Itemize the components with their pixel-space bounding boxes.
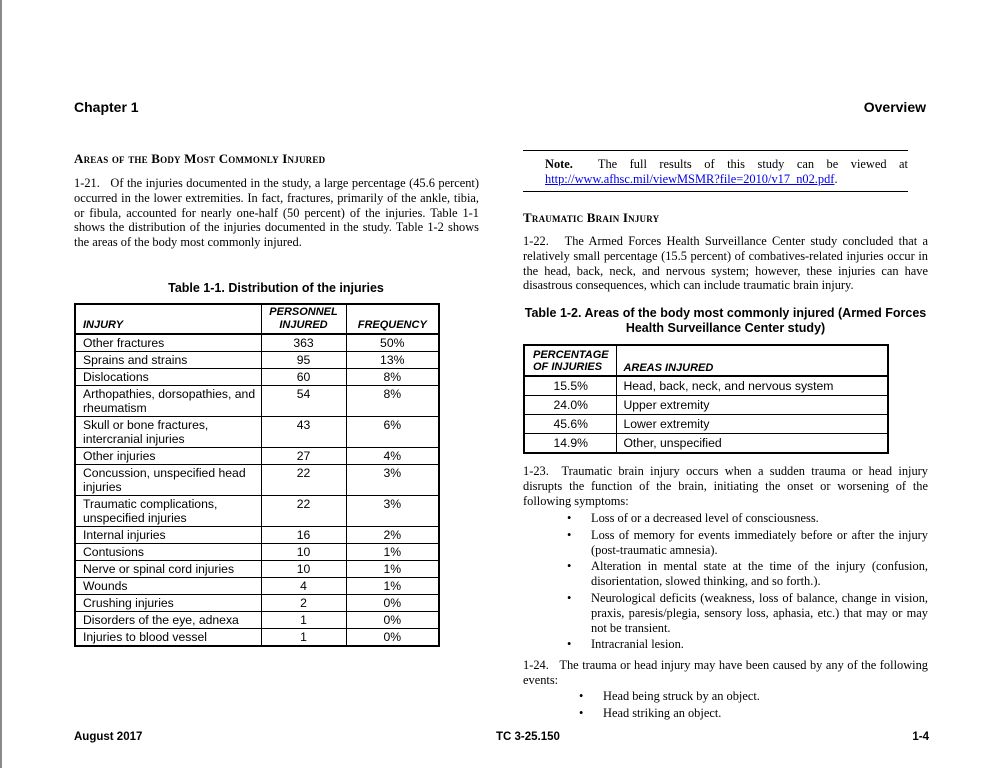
bullet-item — [579, 705, 923, 721]
paragraph-number: 1-24. — [523, 658, 549, 672]
personnel-cell: 54 — [261, 386, 346, 417]
chapter-title: Overview — [863, 99, 926, 115]
table-row — [75, 544, 439, 561]
table-row — [75, 448, 439, 465]
column-header-areas: AREAS INJURED — [617, 345, 888, 376]
injury-cell: Arthopathies, dorsopathies, and rheumatism — [75, 386, 261, 417]
percentage-cell: 45.6% — [524, 415, 617, 434]
symptom-list — [567, 511, 928, 654]
paragraph-1-23 — [523, 464, 928, 508]
frequency-cell: 1% — [346, 544, 439, 561]
bullet-icon: • — [579, 689, 584, 703]
frequency-cell: 8% — [346, 386, 439, 417]
table-row — [75, 595, 439, 612]
bullet-text: Head being struck by an object. — [603, 689, 760, 703]
personnel-cell: 95 — [261, 352, 346, 369]
table-header-row — [524, 345, 888, 376]
area-cell: Other, unspecified — [617, 434, 888, 454]
injury-cell: Dislocations — [75, 369, 261, 386]
table-row — [75, 496, 439, 527]
personnel-cell: 1 — [261, 612, 346, 629]
personnel-cell: 10 — [261, 561, 346, 578]
injury-cell: Other injuries — [75, 448, 261, 465]
injury-cell: Internal injuries — [75, 527, 261, 544]
injury-cell: Sprains and strains — [75, 352, 261, 369]
injury-cell: Disorders of the eye, adnexa — [75, 612, 261, 629]
table-header-row — [75, 304, 439, 334]
bullet-text: Neurological deficits (weakness, loss of balance, change in vision, praxis, paresis/plegia, sensory loss, aphasia, etc.) that may or may not be transient. — [591, 590, 928, 635]
bullet-text: Head striking an object. — [603, 705, 722, 720]
paragraph-text: Traumatic brain injury occurs when a sudden trauma or head injury disrupts the function of the brain, initiating the onset or worsening of the following symptoms: — [523, 464, 928, 508]
table-1-2-caption: Table 1-2. Areas of the body most commonly injured (Armed Forces Health Surveillance Center study) — [524, 306, 927, 335]
table-row — [75, 417, 439, 448]
column-header-personnel: PERSONNEL INJURED — [261, 304, 346, 334]
injury-cell: Nerve or spinal cord injuries — [75, 561, 261, 578]
bullet-text: Alteration in mental state at the time of the injury (confusion, disorientation, slowed thinking, and so forth.). — [591, 559, 928, 589]
injury-distribution-table — [74, 303, 440, 647]
personnel-cell: 22 — [261, 465, 346, 496]
frequency-cell: 0% — [346, 629, 439, 647]
note-label: Note. — [545, 157, 573, 171]
table-row — [524, 396, 888, 415]
frequency-cell: 4% — [346, 448, 439, 465]
section-heading-areas: Areas of the Body Most Commonly Injured — [74, 151, 326, 166]
paragraph-1-24 — [523, 658, 928, 688]
frequency-cell: 0% — [346, 612, 439, 629]
injury-cell: Other fractures — [75, 334, 261, 352]
area-cell: Upper extremity — [617, 396, 888, 415]
frequency-cell: 3% — [346, 496, 439, 527]
bullet-icon: • — [567, 559, 572, 574]
personnel-cell: 4 — [261, 578, 346, 595]
paragraph-text: The trauma or head injury may have been caused by any of the following events: — [523, 658, 928, 687]
paragraph-number: 1-21. — [74, 176, 100, 190]
section-heading-tbi: Traumatic Brain Injury — [523, 210, 660, 225]
paragraph-text: The Armed Forces Health Surveillance Center study concluded that a relatively small percentage (15.5 percent) of combatives-related injuries occur in the head, back, neck, and nervous system; however, these injuries can have disastrous consequences, which can include traumatic brain injury. — [523, 234, 929, 293]
frequency-cell: 1% — [346, 578, 439, 595]
frequency-cell: 13% — [346, 352, 439, 369]
table-row — [75, 386, 439, 417]
column-header-percentage: PERCENTAGE OF INJURIES — [524, 345, 617, 376]
table-row — [75, 352, 439, 369]
frequency-cell: 6% — [346, 417, 439, 448]
bullet-icon: • — [579, 705, 584, 720]
personnel-cell: 16 — [261, 527, 346, 544]
frequency-cell: 3% — [346, 465, 439, 496]
frequency-cell: 0% — [346, 595, 439, 612]
injury-cell: Contusions — [75, 544, 261, 561]
percentage-cell: 24.0% — [524, 396, 617, 415]
table-row — [75, 369, 439, 386]
paragraph-1-21 — [74, 176, 479, 250]
footer-doc-number: TC 3-25.150 — [496, 731, 560, 743]
bullet-item — [579, 689, 923, 704]
frequency-cell: 50% — [346, 334, 439, 352]
footer-date: August 2017 — [74, 731, 143, 743]
injury-cell: Concussion, unspecified head injuries — [75, 465, 261, 496]
paragraph-number: 1-22. — [523, 234, 549, 248]
note-text: The full results of this study can be viewed at — [597, 157, 908, 171]
injury-cell: Traumatic complications, unspecified injuries — [75, 496, 261, 527]
personnel-cell: 27 — [261, 448, 346, 465]
bullet-text: Intracranial lesion. — [591, 637, 684, 652]
table-row — [75, 334, 439, 352]
personnel-cell: 22 — [261, 496, 346, 527]
bullet-icon: • — [567, 590, 572, 605]
area-cell: Lower extremity — [617, 415, 888, 434]
table-row — [75, 629, 439, 647]
bullet-item — [567, 590, 928, 635]
study-link[interactable]: http://www.afhsc.mil/viewMSMR?file=2010/v17_n02.pdf — [545, 171, 835, 186]
frequency-cell: 8% — [346, 369, 439, 386]
bullet-icon: • — [567, 511, 572, 525]
table-row — [524, 376, 888, 396]
injury-cell: Wounds — [75, 578, 261, 595]
table-row — [524, 415, 888, 434]
bullet-text: Loss of memory for events immediately before or after the injury (post-traumatic amnesia). — [591, 527, 928, 557]
table-1-1-caption: Table 1-1. Distribution of the injuries — [168, 281, 384, 295]
bullet-item — [567, 527, 928, 558]
personnel-cell: 10 — [261, 544, 346, 561]
frequency-cell: 2% — [346, 527, 439, 544]
column-header-injury: INJURY — [75, 304, 261, 334]
area-cell: Head, back, neck, and nervous system — [617, 376, 888, 396]
column-header-frequency: FREQUENCY — [346, 304, 439, 334]
table-row — [75, 561, 439, 578]
injury-cell: Crushing injuries — [75, 595, 261, 612]
areas-injured-table — [523, 344, 889, 454]
frequency-cell: 1% — [346, 561, 439, 578]
injury-cell: Injuries to blood vessel — [75, 629, 261, 647]
bullet-text: Loss of or a decreased level of consciousness. — [591, 511, 819, 525]
personnel-cell: 2 — [261, 595, 346, 612]
injury-cell: Skull or bone fractures, intercranial injuries — [75, 417, 261, 448]
personnel-cell: 363 — [261, 334, 346, 352]
chapter-label: Chapter 1 — [74, 99, 139, 115]
percentage-cell: 14.9% — [524, 434, 617, 454]
table-row — [75, 612, 439, 629]
personnel-cell: 1 — [261, 629, 346, 647]
paragraph-text: Of the injuries documented in the study, a large percentage (45.6 percent) occurred in the lower extremities. In fact, fractures, primarily of the ankle, tibia, or fibula, accounted for nearly one-half (50 percent) of the injuries. Table 1-1 shows the distribution of the injuries documented in the study. Table 1-2 shows the areas of the body most commonly injured. — [74, 176, 480, 250]
table-row — [75, 527, 439, 544]
footer-page-number: 1-4 — [912, 731, 929, 743]
bullet-icon: • — [567, 527, 572, 542]
personnel-cell: 60 — [261, 369, 346, 386]
table-row — [75, 578, 439, 595]
percentage-cell: 15.5% — [524, 376, 617, 396]
page-edge — [0, 0, 2, 768]
paragraph-number: 1-23. — [523, 464, 549, 478]
table-row — [524, 434, 888, 454]
bullet-icon: • — [567, 637, 572, 652]
note-period: . — [834, 171, 838, 186]
table-row — [75, 465, 439, 496]
bullet-item — [567, 559, 928, 589]
bullet-item — [567, 511, 928, 526]
personnel-cell: 43 — [261, 417, 346, 448]
paragraph-1-22 — [523, 234, 928, 293]
bullet-item — [567, 637, 928, 652]
cause-list — [579, 689, 923, 723]
note-box — [523, 150, 908, 192]
